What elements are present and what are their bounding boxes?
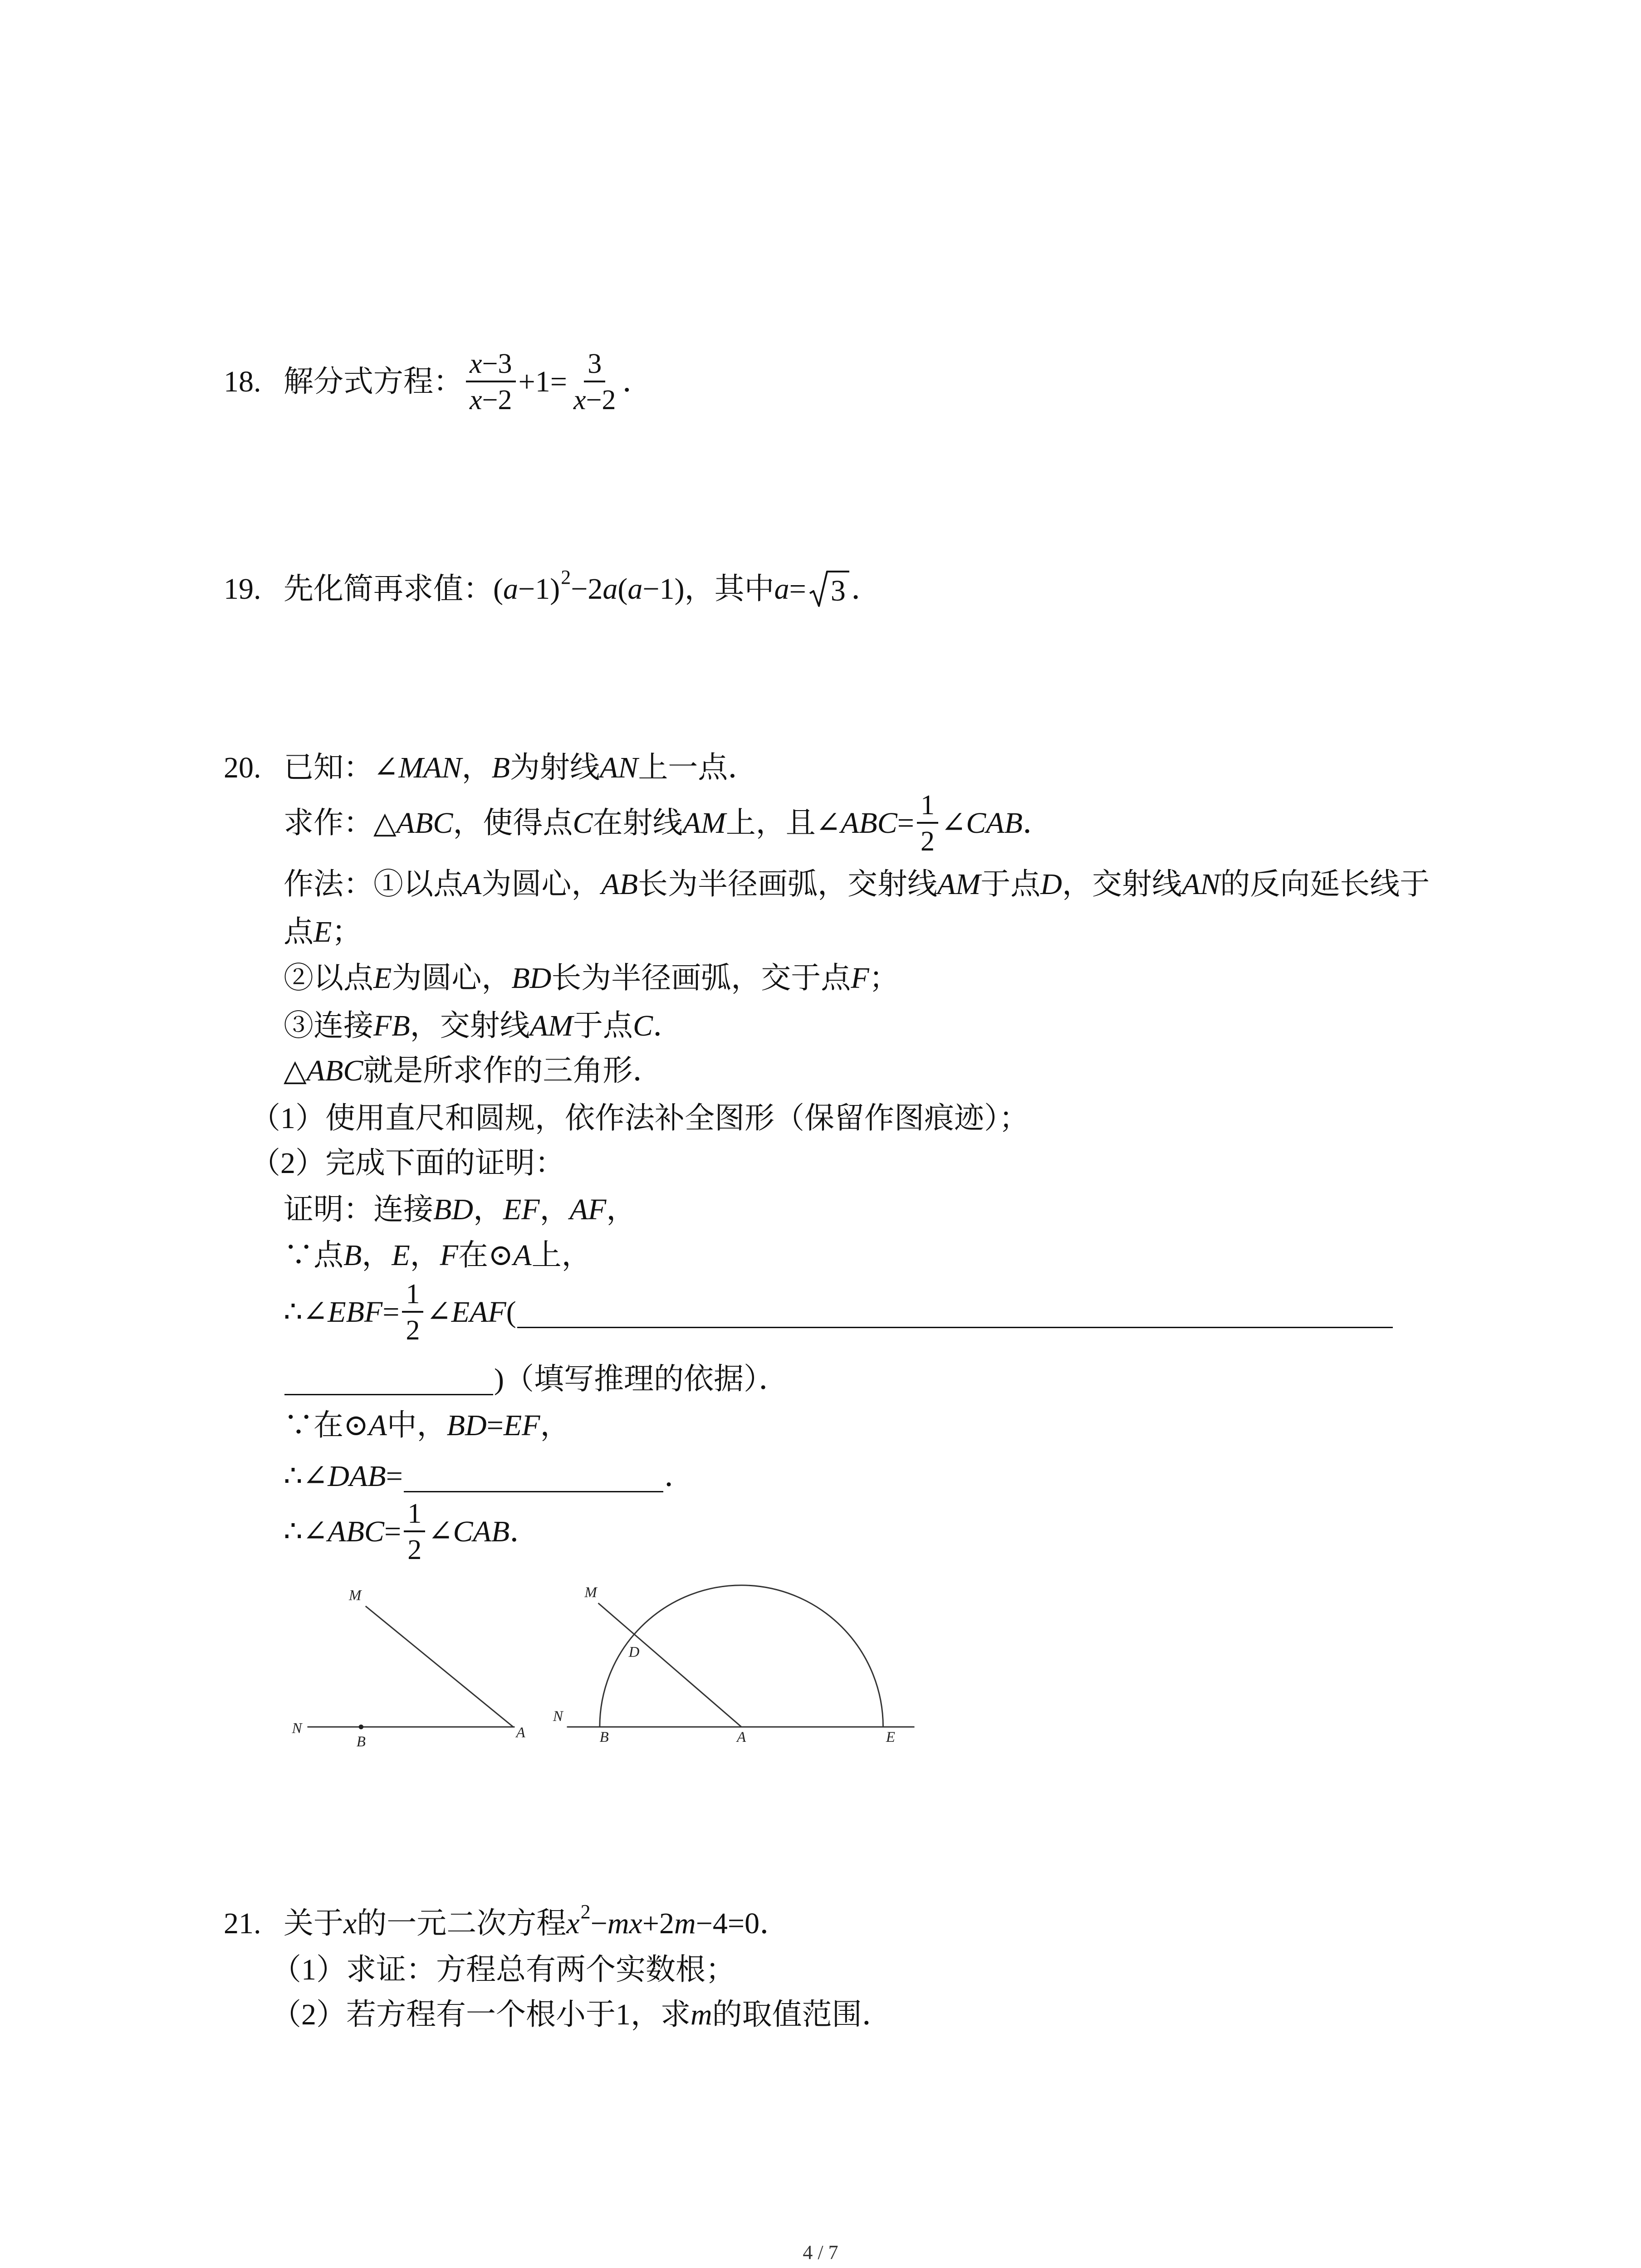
math-text: 1	[920, 790, 935, 821]
line-text: ．	[851, 572, 881, 606]
math-variable: B	[491, 751, 510, 785]
math-text: −2	[571, 572, 603, 606]
math-variable: EF	[503, 1193, 540, 1227]
fraction-numerator	[404, 1500, 425, 1532]
fraction-numerator	[466, 350, 516, 382]
label-m: M	[348, 1587, 362, 1604]
line-text: ，	[539, 1193, 570, 1227]
math-variable: CAB	[966, 807, 1023, 840]
math-text: =	[382, 1295, 400, 1329]
figure-construction	[567, 1585, 915, 1727]
q20-proof-step-1-line	[284, 1235, 592, 1276]
math-variable: C	[573, 807, 593, 840]
math-text: −3	[482, 348, 512, 379]
fraction-denominator	[917, 824, 938, 855]
math-variable: DAB	[328, 1460, 386, 1493]
math-text: 2	[407, 1535, 422, 1565]
math-text: (	[617, 572, 628, 606]
line-text: 于点	[573, 1009, 633, 1043]
line-text: ．	[509, 1515, 540, 1549]
math-variable: FB	[373, 1009, 410, 1043]
line-text: ，交射线	[1062, 868, 1182, 901]
math-text: −1)	[518, 572, 560, 606]
math-text: =	[897, 807, 914, 840]
math-text: −2	[586, 385, 616, 415]
q21-part-1-line	[271, 1950, 735, 1990]
line-text: −1)，其中	[642, 572, 774, 606]
math-variable: D	[1040, 868, 1062, 901]
math-variable: m	[691, 1998, 712, 2032]
q20-proof-step-5-line	[284, 1491, 539, 1573]
line-text: ．	[622, 365, 652, 399]
label-e: E	[886, 1729, 895, 1746]
line-text: ，使得点	[453, 807, 573, 840]
line-text: ∵点	[284, 1239, 343, 1272]
math-text: +2	[642, 1907, 675, 1941]
line-text: 的取值范围．	[712, 1998, 892, 2032]
line-text: 求作：△	[284, 807, 397, 840]
q20-task-line	[284, 782, 1053, 864]
question-number: 19.	[224, 572, 261, 606]
line-text: ∠	[428, 1515, 453, 1549]
math-text: (	[493, 572, 503, 606]
math-variable: ABC	[306, 1054, 363, 1088]
q20-method-3-line	[284, 1006, 683, 1046]
q20-proof-step-3-line	[284, 1405, 570, 1446]
line-text: ，	[362, 1239, 392, 1272]
line-text: （1）求证：方程总有两个实数根；	[271, 1953, 735, 1987]
q20-proof-intro-line	[284, 1189, 636, 1230]
math-variable: BD	[433, 1193, 473, 1227]
label-n: N	[292, 1720, 302, 1737]
math-text: =	[486, 1409, 504, 1442]
question-number: 18.	[224, 365, 261, 399]
q20-method-1-line	[284, 864, 1430, 905]
math-variable: x	[343, 1907, 357, 1941]
q20-proof-step-2-line	[284, 1271, 1394, 1353]
line-text: 证明：连接	[284, 1193, 433, 1227]
q20-proof-step-2-continued-line	[284, 1359, 789, 1400]
radicand: 3	[829, 571, 849, 606]
fraction-denominator	[466, 382, 516, 414]
math-variable: CAB	[453, 1515, 510, 1549]
line-text: 的一元二次方程	[357, 1907, 567, 1941]
math-variable: a	[603, 572, 618, 606]
math-variable: BD	[511, 962, 552, 995]
line-text: ∵在⊙	[284, 1409, 369, 1442]
line-text: （1）使用直尺和圆规，依作法补全图形（保留作图痕迹）；	[250, 1102, 1029, 1135]
math-variable: AM	[529, 1009, 573, 1043]
q20-method-1-continued-line	[284, 912, 362, 953]
line-text: 关于	[284, 1907, 343, 1941]
line-text: 点	[284, 915, 314, 949]
line-text: ．	[1022, 807, 1053, 840]
line-text: 已知：∠	[284, 751, 399, 785]
line-text: 上，	[531, 1239, 592, 1272]
line-text: 长为半径画弧，交射线	[637, 868, 937, 901]
arc-circle-a	[600, 1585, 883, 1727]
math-text: 2	[920, 826, 935, 857]
math-variable: ABC	[841, 807, 897, 840]
fraction-denominator	[404, 1532, 425, 1564]
math-variable: x	[470, 348, 482, 379]
math-text: =	[384, 1515, 402, 1549]
line-text: （2）完成下面的证明：	[250, 1147, 565, 1180]
math-variable: AM	[682, 807, 726, 840]
fraction	[466, 350, 516, 414]
math-variable: EF	[503, 1409, 540, 1442]
line-text: ②以点	[284, 962, 373, 995]
line-text: ；	[869, 962, 899, 995]
math-variable: m	[674, 1907, 696, 1941]
math-text: 1	[407, 1498, 422, 1529]
answer-blank-reason[interactable]	[517, 1297, 1393, 1328]
math-variable: AN	[599, 751, 638, 785]
math-text: =	[789, 572, 806, 606]
math-text: =	[386, 1460, 403, 1493]
math-variable: MAN	[398, 751, 462, 785]
line-text: ．	[664, 1460, 694, 1493]
line-text: ∠	[426, 1295, 451, 1329]
math-variable: a	[503, 572, 518, 606]
math-variable: AF	[569, 1193, 607, 1227]
line-text: 为圆心，	[392, 962, 512, 995]
math-variable: E	[373, 962, 392, 995]
label-b: B	[356, 1733, 366, 1750]
math-variable: mx	[607, 1907, 642, 1941]
math-text: 1	[406, 1279, 420, 1310]
label-m: M	[584, 1584, 597, 1601]
line-text: ；	[332, 915, 362, 949]
line-text: 于点	[980, 868, 1041, 901]
q20-part-2-line	[250, 1143, 565, 1184]
question-number: 21.	[224, 1907, 261, 1941]
line-text: 的反向延长线于	[1220, 868, 1430, 901]
q21-part-2-line	[271, 1994, 892, 2035]
label-d: D	[628, 1644, 640, 1661]
math-variable: A	[513, 1239, 532, 1272]
math-variable: A	[368, 1409, 387, 1442]
answer-blank-reason-continued[interactable]	[284, 1364, 493, 1395]
line-text: ∴∠	[284, 1515, 328, 1549]
q20-conclusion-line	[284, 1051, 662, 1091]
label-a: A	[516, 1725, 525, 1741]
line-text: （2）若方程有一个根小于1，求	[271, 1998, 691, 2032]
math-variable: x	[573, 385, 586, 415]
ray-am	[366, 1606, 513, 1727]
exponent: 2	[580, 1900, 591, 1923]
math-variable: ABC	[396, 807, 453, 840]
math-variable: AN	[1181, 868, 1220, 901]
math-variable: C	[632, 1009, 653, 1043]
line-text: ，	[410, 1239, 440, 1272]
line-text: ③连接	[284, 1009, 373, 1043]
math-variable: E	[392, 1239, 410, 1272]
figure-given-angle-labels	[292, 1588, 526, 1750]
answer-blank-angle[interactable]	[404, 1461, 663, 1492]
line-text: 就是所求作的三角形．	[363, 1054, 663, 1088]
line-text: 先化简再求值：	[284, 572, 493, 606]
line-text: ，交射线	[410, 1009, 530, 1043]
line-text: 解分式方程：	[284, 365, 463, 399]
line-text: 在⊙	[458, 1239, 514, 1272]
line-text: 中，	[387, 1409, 447, 1442]
math-variable: F	[851, 962, 869, 995]
math-variable: B	[343, 1239, 362, 1272]
q19-line	[224, 566, 881, 610]
square-root	[809, 570, 849, 609]
math-variable: ABC	[328, 1515, 384, 1549]
line-text: 作法：①以点	[284, 868, 463, 901]
math-variable: x	[470, 385, 482, 415]
line-text: 上一点．	[638, 751, 758, 785]
figure-given-angle	[307, 1606, 514, 1730]
line-text: ，	[473, 1193, 503, 1227]
q20-method-2-line	[284, 958, 899, 999]
line-text: 上，且∠	[725, 807, 841, 840]
fraction-numerator	[917, 791, 938, 824]
line-text: △	[284, 1054, 307, 1088]
math-text: 2	[406, 1315, 420, 1346]
math-variable: a	[774, 572, 789, 606]
math-text: 3	[588, 348, 602, 379]
label-b: B	[599, 1729, 609, 1746]
fraction	[402, 1280, 423, 1344]
fraction	[917, 791, 938, 855]
page-number: 4 / 7	[803, 2241, 838, 2263]
construction-figures	[269, 1566, 932, 1767]
radical-sign	[809, 570, 829, 609]
question-number: 20.	[224, 751, 261, 785]
math-variable: x	[566, 1907, 580, 1941]
fraction-denominator	[402, 1313, 423, 1344]
exponent: 2	[561, 566, 571, 588]
math-variable: BD	[446, 1409, 487, 1442]
ray-am	[598, 1603, 742, 1727]
line-text: ，	[540, 1409, 570, 1442]
line-text: −4=0．	[696, 1907, 790, 1941]
q18-line	[224, 341, 652, 423]
line-text: 为圆心，	[481, 868, 602, 901]
math-variable: A	[463, 868, 482, 901]
radical-stroke	[810, 572, 829, 606]
fraction-denominator	[570, 382, 620, 414]
label-a: A	[737, 1729, 746, 1746]
label-n: N	[553, 1708, 563, 1725]
math-text: +1=	[518, 365, 567, 399]
q20-part-1-line	[250, 1098, 1029, 1139]
point-b	[359, 1725, 364, 1730]
math-text: (	[506, 1295, 516, 1329]
math-variable: F	[440, 1239, 458, 1272]
fraction-numerator	[584, 350, 605, 382]
line-text: 为射线	[509, 751, 600, 785]
math-variable: AB	[601, 868, 638, 901]
line-text: ∴∠	[284, 1460, 328, 1493]
line-text: )（填写推理的依据）．	[494, 1363, 789, 1396]
line-text: ∠	[941, 807, 966, 840]
q21-stem-line	[224, 1900, 790, 1944]
line-text: ，	[461, 751, 492, 785]
math-variable: EBF	[328, 1295, 383, 1329]
math-variable: E	[314, 915, 332, 949]
fraction-numerator	[402, 1280, 423, 1313]
math-variable: a	[627, 572, 643, 606]
line-text: 长为半径画弧，交于点	[551, 962, 851, 995]
line-text: ．	[652, 1009, 683, 1043]
line-text: 在射线	[593, 807, 683, 840]
math-text: −2	[482, 385, 512, 415]
math-text: −	[590, 1907, 607, 1941]
line-text: ，	[606, 1193, 637, 1227]
fraction	[570, 350, 620, 414]
page-footer	[0, 2232, 1641, 2268]
math-variable: EAF	[451, 1295, 506, 1329]
line-text: ∴∠	[284, 1295, 328, 1329]
math-variable: AM	[937, 868, 981, 901]
fraction	[404, 1500, 425, 1564]
